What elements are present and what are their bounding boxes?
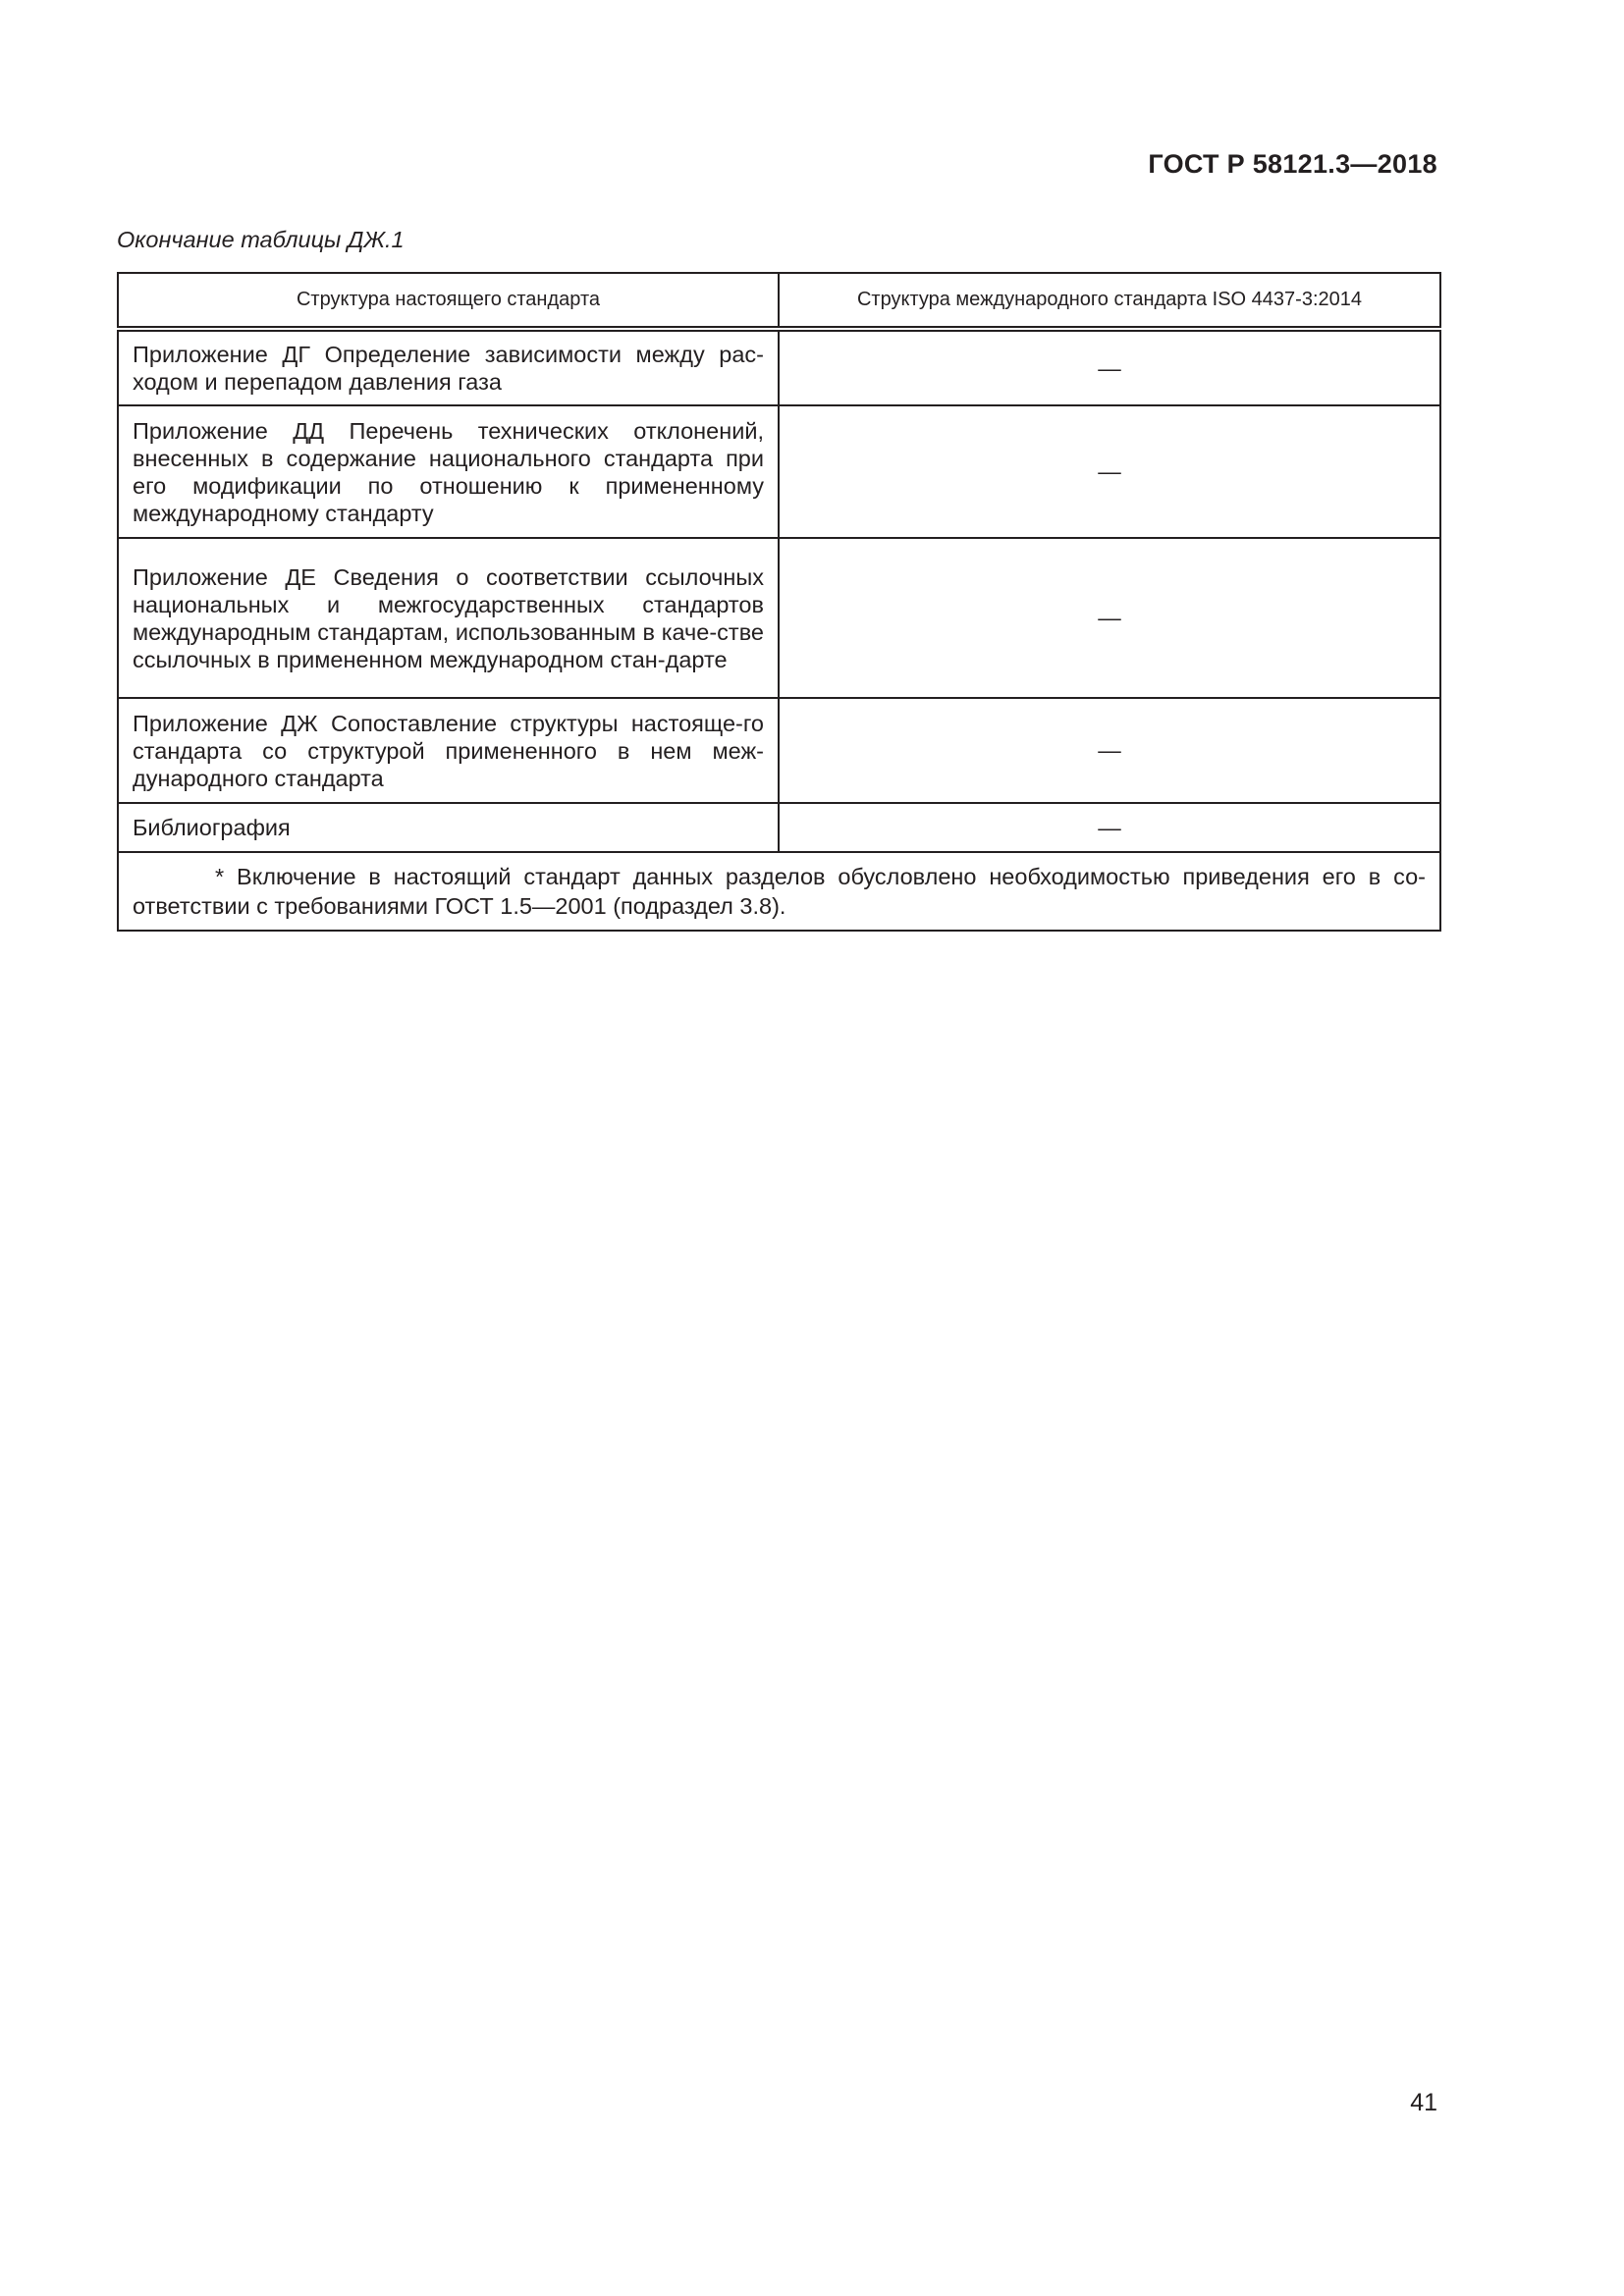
row-national-structure: Библиография xyxy=(118,803,779,852)
column-header-national: Структура настоящего стандарта xyxy=(118,273,779,329)
table-row xyxy=(118,803,1440,852)
table-row xyxy=(118,405,1440,538)
column-header-international: Структура международного стандарта ISO 4437-3:2014 xyxy=(779,273,1440,329)
page-number: 41 xyxy=(1410,2089,1437,2116)
row-national-structure: Приложение ДД Перечень технических отклонений, внесенных в содержание национального стандарта при его модификации по отношению к примененному международному стандарту xyxy=(118,405,779,538)
table-row xyxy=(118,698,1440,803)
table-row xyxy=(118,538,1440,698)
row-national-structure: Приложение ДЖ Сопоставление структуры настояще-го стандарта со структурой примененного в нем меж-дународного стандарта xyxy=(118,698,779,803)
standard-code-header: ГОСТ Р 58121.3—2018 xyxy=(1148,149,1437,179)
row-international-structure: — xyxy=(779,405,1440,538)
table-footnote-row xyxy=(118,852,1440,931)
row-international-structure: — xyxy=(779,698,1440,803)
row-international-structure: — xyxy=(779,329,1440,405)
table-caption: Окончание таблицы ДЖ.1 xyxy=(117,227,405,252)
row-international-structure: — xyxy=(779,803,1440,852)
table-footnote: * Включение в настоящий стандарт данных разделов обусловлено необходимостью приведения его в со-ответствии с требованиями ГОСТ 1.5—2001 (подраздел 3.8). xyxy=(118,852,1440,931)
row-national-structure: Приложение ДЕ Сведения о соответствии ссылочных национальных и межгосударственных стандартов международным стандартам, использованным в каче-стве ссылочных в примененном международном стан-дарте xyxy=(118,538,779,698)
row-international-structure: — xyxy=(779,538,1440,698)
structure-comparison-table xyxy=(117,272,1441,932)
row-national-structure: Приложение ДГ Определение зависимости между рас-ходом и перепадом давления газа xyxy=(118,329,779,405)
table-row xyxy=(118,329,1440,405)
table-header-row xyxy=(118,273,1440,329)
